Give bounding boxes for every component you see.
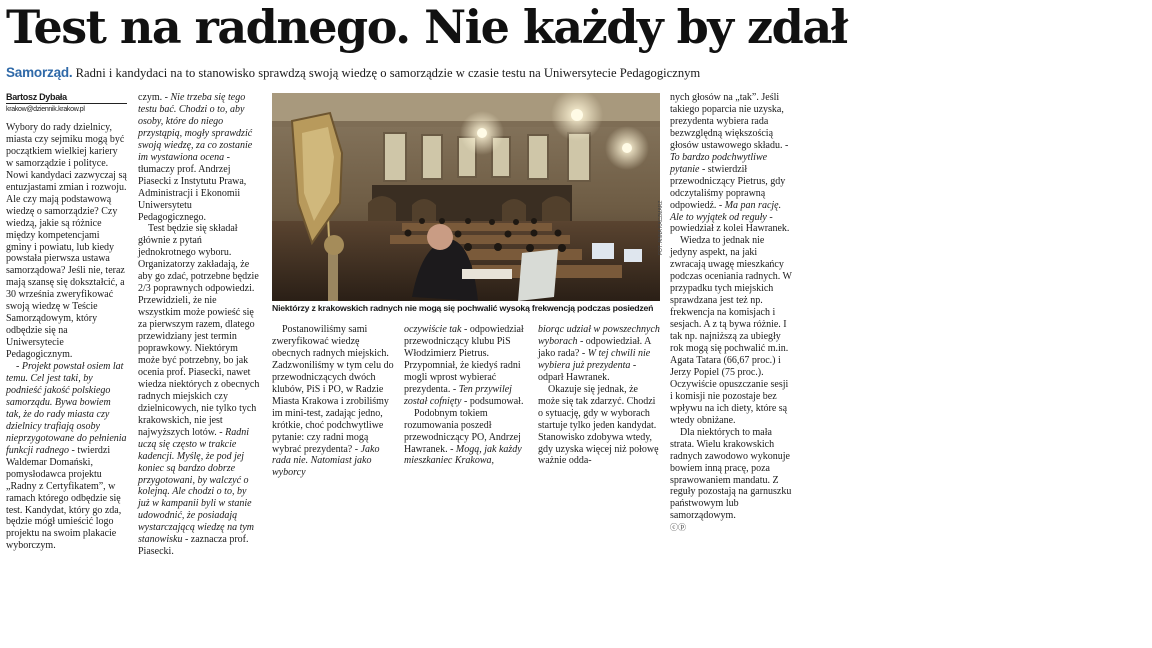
body-text: - odparł Hawranek. — [538, 359, 637, 383]
paragraph — [670, 427, 792, 523]
quote-text: oczywiście tak — [404, 324, 462, 335]
lead — [6, 64, 786, 82]
quote-text: biorąc udział w powszechnych wyborach — [538, 324, 660, 347]
body-text: - twierdzi Waldemar Domański, pomysłodawca projektu „Radny z Certyfikatem”, w ramach którego odbędzie się test. Kandydat, który go zda, będzie mógł umieścić logo projektu na swoim plakacie wyborczym. — [6, 444, 122, 552]
quote-text: Ma pan rację. Ale to wyjątek od reguły — [670, 199, 782, 223]
byline-divider — [6, 103, 127, 104]
quote-text: Jako rada nie. Natomiast jako wyborcy — [272, 443, 380, 479]
paragraph — [404, 408, 526, 468]
paragraph — [272, 324, 394, 479]
body-text: - stwierdził przewodniczący Pietrus, gdy odczytaliśmy poprawną odpowiedź. - — [670, 163, 786, 211]
author-name: Bartosz Dybała — [6, 92, 67, 102]
headline: Test na radnego. Nie każdy by zdał — [6, 0, 847, 54]
body-text: Podobnym tokiem rozumowania poszedł przewodniczący PO, Andrzej Hawranek. - — [404, 407, 521, 455]
body-text: Wiedza to jednak nie jedyny aspekt, na jaki zwracają uwagę mieszkańcy podczas oceniania radnych. W przypadku tych miejskich sprawdzana jest też np. frekwencja na komisjach i sesjach. A z tą bywa różnie. I tak np. najniższą za ubiegły rok mogą się pochwalić m.in. Agata Tatara (66,67 proc.) i Jerzy Popiel (75 proc.). Oczywiście opuszczanie sesji i komisji nie pozostaje bez wpływu na ich diety, które są wtedy obniżane. — [670, 235, 792, 426]
paragraph — [138, 223, 260, 558]
body-text: - podsumował. — [461, 395, 524, 407]
text-column-2 — [138, 92, 260, 558]
photo-credit: FOT. ANNA KACZMARZ — [658, 200, 664, 255]
author-email: krakow@dziennik.krakow.pl — [6, 106, 85, 113]
lead-text: Radni i kandydaci na to stanowisko sprawdzą swoją wiedzę o samorządzie w czasie testu na Uniwersytecie Pedagogicznym — [72, 66, 701, 80]
paragraph — [6, 361, 127, 552]
quote-text: Nie trzeba się tego testu bać. Chodzi o to, aby osoby, które do niego przystąpią, mogły sprawdzić swoją wiedzę, za co zostanie im wystawiona ocena — [138, 92, 253, 163]
quote-text: To bardzo podchwytliwe pytanie — [670, 151, 768, 175]
text-column-1 — [6, 122, 127, 552]
quote-text: Radni uczą się często w trakcie kadencji. Myślę, że pod jej koniec są bardzo dobrze przygotowani, by walczyć o kolejną. Ale chodzi o to, by już w kampanii byli w stanie udowodnić, że posiadają wystarczającą wiedzę na tym stanowisku — [138, 426, 255, 546]
paragraph — [670, 92, 792, 235]
paragraph — [538, 324, 660, 384]
body-text: nych głosów na „tak”. Jeśli takiego poparcia nie uzyska, prezydenta wybiera rada bezwzględną większością głosów ustawowego składu. - — [670, 92, 789, 151]
body-text: czym. - — [138, 92, 171, 103]
text-column-5 — [538, 324, 660, 467]
paragraph — [538, 384, 660, 468]
quote-text: Ten przywilej został cofnięty — [404, 383, 512, 407]
paragraph — [670, 235, 792, 426]
body-text: - odpowiedział przewodniczący klubu PiS Włodzimierz Pietrus. Przypomniał, że kiedyś radni mogli wprost wybierać prezydenta. - — [404, 324, 524, 395]
body-text: Test będzie się składał głównie z pytań jednokrotnego wyboru. Organizatorzy zakładają, że aby go zdać, potrzebne będzie 2/3 poprawnych odpowiedzi. Przewidzieli, że nie wszystkim może powieść się za pierwszym razem, dlatego przewidziany jest termin poprawkowy. Niektórym może być potrzebny, bo jak ocenia prof. Piasecki, nawet wiedza niektórych z obecnych radnych miejskich czy dzielnicowych, nie tylko tych krakowskich, nie jest najwyższych lotów. - — [138, 223, 260, 438]
text-column-3 — [272, 324, 394, 479]
paragraph — [138, 92, 260, 223]
quote-text: Mogą, jak każdy mieszkaniec Krakowa, — [404, 443, 522, 467]
council-session-photo — [272, 93, 660, 301]
text-column-4 — [404, 324, 526, 467]
body-text: - zaznacza prof. Piasecki. — [138, 534, 249, 558]
body-text: Dla niektórych to mała strata. Wielu krakowskich radnych zawodowo wykonuje bowiem inną pracę, poza sprawowaniem mandatu. Z reguły pozostają na garnuszku państwowym lub samorządowym. — [670, 426, 792, 522]
body-text: - powiedział z kolei Hawranek. — [670, 211, 790, 235]
end-mark: ⓒⓟ — [670, 523, 686, 533]
quote-text: - Projekt powstał osiem lat temu. Cel jest taki, by podnieść jakość polskiego samorządu. Bywa bowiem tak, że do rady miasta czy dzielnicy trafiają osoby nieprzygotowane do pełnienia funkcji radnego — [6, 361, 127, 456]
photo-caption: Niektórzy z krakowskich radnych nie mogą się pochwalić wysoką frekwencją podczas posiedzeń — [272, 303, 654, 313]
text-column-6 — [670, 92, 792, 534]
body-text: - tłumaczy prof. Andrzej Piasecki z Instytutu Prawa, Administracji i Ekonomii Uniwersytetu Pedagogicznego. — [138, 151, 247, 223]
body-text: - odpowiedział. A jako rada? - — [538, 335, 651, 359]
body-text: Okazuje się jednak, że może się tak zdarzyć. Chodzi o sytuację, gdy w wyborach startuje tylko jeden kandydat. Stanowisko zdobywa wtedy, gdy uzyska więcej niż połowę ważnie odda- — [538, 383, 659, 467]
rubric-label: Samorząd. — [6, 65, 73, 80]
quote-text: W tej chwili nie wybiera już prezydenta — [538, 347, 651, 371]
paragraph — [6, 122, 127, 361]
body-text: Postanowiliśmy sami zweryfikować wiedzę obecnych radnych miejskich. Zadzwoniliśmy w tym celu do przewodniczących dwóch klubów, PiS i PO, w Radzie Miasta Krakowa i zrobiliśmy im mini-test, zadając jedno, krótkie, choć podchwytliwe pytanie: czy radni mogą wybrać prezydenta? - — [272, 324, 394, 455]
paragraph — [404, 324, 526, 408]
byline — [6, 92, 127, 114]
body-text: Wybory do rady dzielnicy, miasta czy sejmiku mogą być początkiem wielkiej kariery w samorządzie i polityce. Nowi kandydaci zazwyczaj są entuzjastami zmian i rozwoju. Ale czy mają podstawową wiedzę o samorządzie? Czy wiedzą, jakie są różnice między kompetencjami gminy i powiatu, lub kiedy powstała pierwsza ustawa samorządowa? Jeśli nie, teraz mają szansę się dokształcić, a 30 września zweryfikować swoją wiedzę w Teście Samorządowym, który odbędzie się na Uniwersytecie Pedagogicznym. — [6, 122, 127, 361]
